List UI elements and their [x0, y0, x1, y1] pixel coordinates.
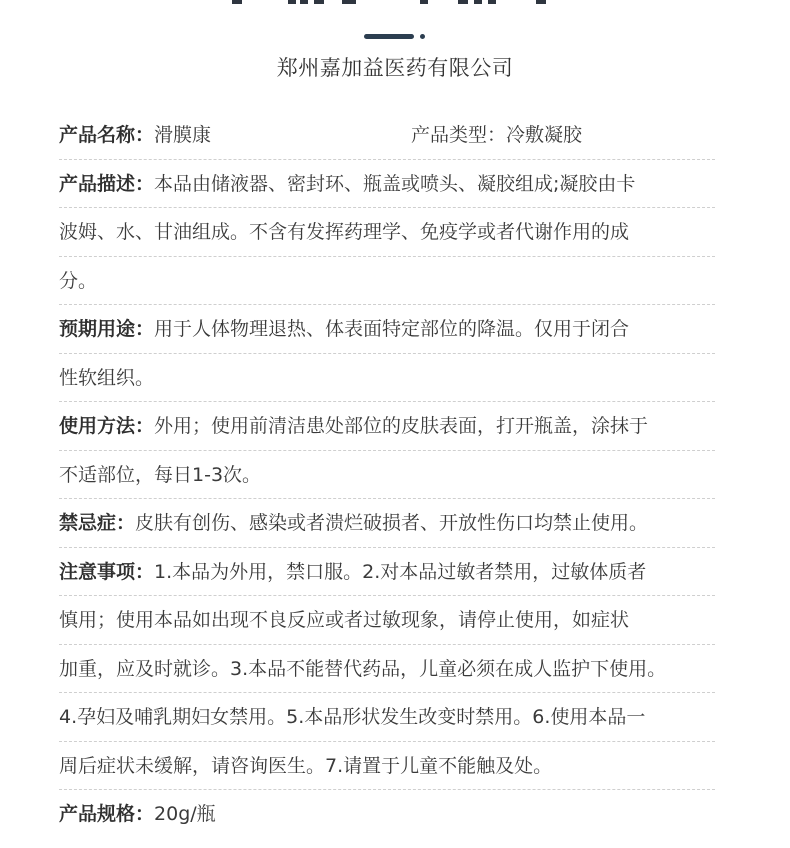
purpose-line	[59, 305, 715, 354]
product-name-type-row	[59, 111, 715, 160]
contraindications-text: 皮肤有创伤、感染或者溃烂破损者、开放性伤口均禁止使用。	[135, 512, 649, 534]
spec-label: 产品规格：	[59, 803, 155, 825]
product-info	[59, 111, 715, 839]
precautions-line	[59, 742, 715, 791]
description-line	[59, 208, 715, 257]
description-label: 产品描述：	[59, 172, 155, 195]
purpose-text: 性软组织。	[59, 366, 155, 389]
usage-label: 使用方法：	[59, 415, 155, 437]
precautions-text: 加重，应及时就诊。3.本品不能替代药品，儿童必须在成人监护下使用。	[59, 657, 667, 680]
spec-value: 20g/瓶	[154, 803, 216, 825]
product-name-value: 滑膜康	[154, 124, 212, 146]
product-type-value: 冷敷凝胶	[506, 124, 583, 146]
precautions-line	[59, 693, 715, 742]
purpose-line	[59, 354, 715, 403]
product-type	[411, 111, 582, 159]
precautions-text: 1.本品为外用，禁口服。2.对本品过敏者禁用，过敏体质者	[154, 560, 647, 583]
description-line	[59, 257, 715, 306]
precautions-text: 周后症状未缓解，请咨询医生。7.请置于儿童不能触及处。	[59, 754, 553, 777]
company-name: 郑州嘉加益医药有限公司	[276, 56, 514, 80]
precautions-text: 4.孕妇及哺乳期妇女禁用。5.本品形状发生改变时禁用。6.使用本品一	[59, 706, 646, 728]
precautions-line	[59, 645, 715, 694]
usage-line	[59, 451, 715, 500]
usage-line	[59, 402, 715, 451]
usage-text: 不适部位，每日1-3次。	[59, 463, 262, 486]
purpose-label: 预期用途：	[59, 318, 155, 340]
spec-line	[59, 790, 715, 839]
description-text: 本品由储液器、密封环、瓶盖或喷头、凝胶组成;凝胶由卡	[154, 172, 636, 195]
contraindications-line	[59, 499, 715, 548]
decoration-bar	[364, 34, 414, 39]
contraindications-label: 禁忌症：	[59, 512, 136, 534]
purpose-text: 用于人体物理退热、体表面特定部位的降温。仅用于闭合	[154, 318, 630, 340]
precautions-label: 注意事项：	[59, 560, 155, 583]
precautions-line	[59, 596, 715, 645]
precautions-text: 慎用；使用本品如出现不良反应或者过敏现象，请停止使用，如症状	[59, 609, 630, 631]
cropped-heading-fragment	[0, 0, 790, 6]
product-name-label: 产品名称：	[59, 124, 155, 146]
description-line	[59, 160, 715, 209]
product-type-label: 产品类型：	[411, 124, 507, 146]
usage-text: 外用；使用前清洁患处部位的皮肤表面，打开瓶盖，涂抹于	[154, 415, 649, 437]
description-text: 分。	[59, 269, 98, 292]
description-text: 波姆、水、甘油组成。不含有发挥药理学、免疫学或者代谢作用的成	[59, 221, 630, 243]
decoration-dot	[420, 34, 425, 39]
precautions-line	[59, 548, 715, 597]
